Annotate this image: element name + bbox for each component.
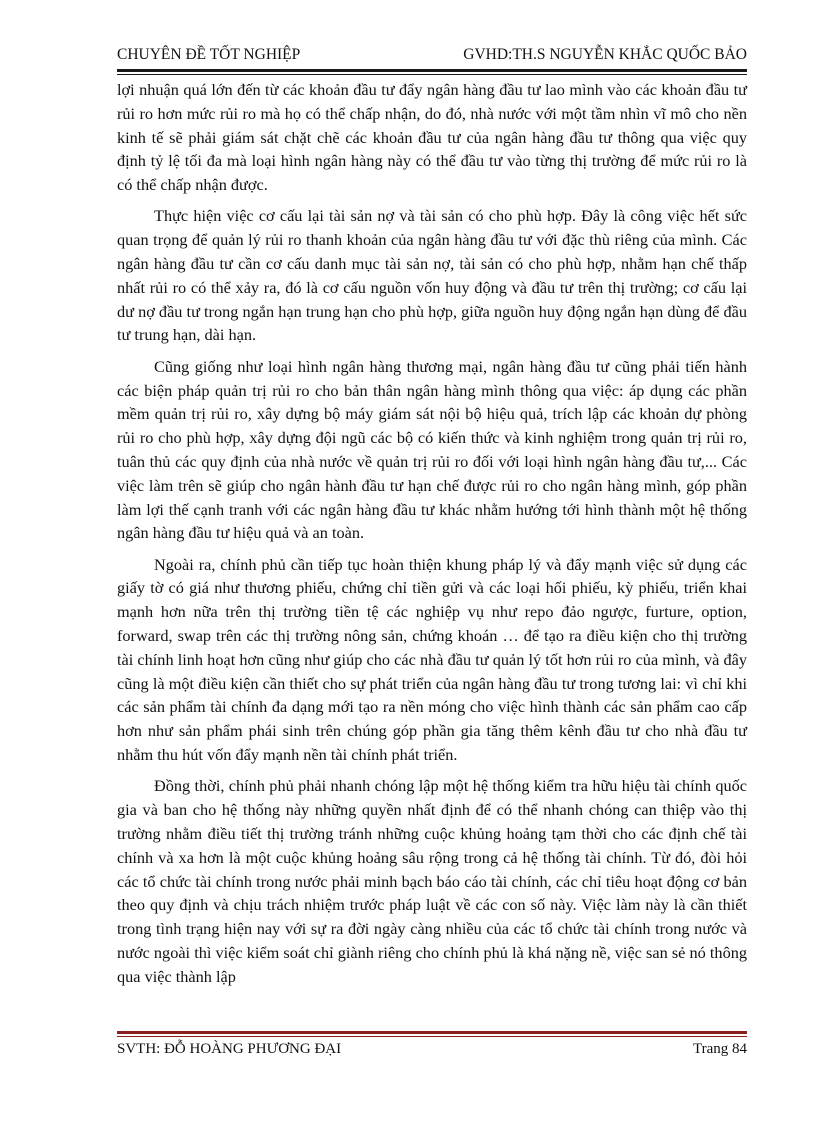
page-footer — [117, 1041, 747, 1063]
header-document-title: CHUYÊN ĐỀ TỐT NGHIỆP — [117, 46, 301, 63]
paragraph: Cũng giống như loại hình ngân hàng thương mại, ngân hàng đầu tư cũng phải tiến hành các biện pháp quản trị rủi ro cho bản thân ngân hàng mình thông qua việc: áp dụng các phần mềm quản trị rủi ro, xây dựng bộ máy giám sát nội bộ hiệu quả, trích lập các khoản dự phòng rủi ro cho phù hợp, xây dựng đội ngũ các bộ có kiến thức và kinh nghiệm trong quản trị rủi ro, tuân thủ các quy định của nhà nước về quản trị rủi ro đối với loại hình ngân hàng đầu tư,... Các việc làm trên sẽ giúp cho ngân hành đầu tư hạn chế được rủi ro cho ngân hàng mình, góp phần làm lợi thế cạnh tranh với các ngân hàng đầu tư khác nhằm hướng tới hình thành một hệ thống ngân hàng đầu tư hiệu quả và an toàn. — [117, 356, 747, 543]
paragraph: Thực hiện việc cơ cấu lại tài sản nợ và tài sản có cho phù hợp. Đây là công việc hết sức quan trọng để quản lý rủi ro thanh khoản của ngân hàng đầu tư với đặc thù riêng của mình. Các ngân hàng đầu tư cần cơ cấu danh mục tài sản nợ, tài sản có cho phù hợp, nhằm hạn chế thấp nhất rủi ro có thể xảy ra, đó là cơ cấu nguồn vốn huy động và đầu tư trên thị trường; cơ cấu lại dư nợ đầu tư trong ngắn hạn trung hạn cho phù hợp, giữa nguồn huy động ngắn hạn dùng để đầu tư trung hạn, dài hạn. — [117, 206, 747, 345]
header-supervisor: GVHD:TH.S NGUYỄN KHẮC QUỐC BẢO — [463, 46, 747, 63]
footer-student-name: SVTH: ĐỖ HOÀNG PHƯƠNG ĐẠI — [117, 1041, 342, 1057]
header-rule-thin — [117, 74, 747, 75]
footer-rule-thin — [117, 1036, 747, 1037]
body-text — [117, 78, 747, 996]
paragraph: Ngoài ra, chính phủ cần tiếp tục hoàn thiện khung pháp lý và đẩy mạnh việc sử dụng các giấy tờ có giá như thương phiếu, chứng chỉ tiền gửi và các loại hối phiếu, kỳ phiếu, triển khai mạnh hơn nữa trên thị trường tiền tệ các nghiệp vụ như repo đảo ngược, furture, option, forward, swap trên các thị trường nông sản, chứng khoán … để tạo ra điều kiện cho thị trường tài chính linh hoạt hơn cũng như giúp cho các nhà đầu tư quản lý tốt hơn rủi ro của mình, và đây cũng là một điều kiện cần thiết cho sự phát triển của ngân hàng đầu tư trong tương lai: vì chỉ khi các sản phẩm tài chính đa dạng mới tạo ra nền móng cho việc hình thành các sản phẩm cao cấp hơn như sản phẩm phái sinh trên chúng góp phần gia tăng thêm kênh đầu tư cho nhà đầu tư nhằm thu hút vốn đẩy mạnh nền tài chính phát triển. — [117, 554, 747, 765]
paragraph: Đồng thời, chính phủ phải nhanh chóng lập một hệ thống kiểm tra hữu hiệu tài chính quốc gia và ban cho hệ thống này những quyền nhất định để có thể nhanh chóng can thiệp vào thị trường nhằm điều tiết thị trường tránh những cuộc khủng hoảng tạm thời cho các định chế tài chính và xa hơn là một cuộc khủng hoảng sâu rộng trong cả hệ thống tài chính. Từ đó, đòi hỏi các tổ chức tài chính trong nước phải minh bạch báo cáo tài chính, các chỉ tiêu hoạt động cơ bản theo quy định và chịu trách nhiệm trước pháp luật về các con số này. Việc làm này là cần thiết trong tình trạng hiện nay với sự ra đời ngày càng nhiều của các tổ chức tài chính trong nước và nước ngoài thì việc kiểm soát chỉ giành riêng cho chính phủ là khá nặng nề, việc san sẻ nó thông qua việc thành lập — [117, 776, 747, 986]
page-number: Trang 84 — [692, 1041, 747, 1057]
footer-rule — [117, 1031, 747, 1034]
header-rule — [117, 69, 747, 72]
paragraph: lợi nhuận quá lớn đến từ các khoản đầu tư đẩy ngân hàng đầu tư lao mình vào các khoản đầu tư rủi ro hơn mức rủi ro mà họ có thể chấp nhận, do đó, nhà nước với một tầm nhìn vĩ mô cho nền kinh tế sẽ phải giám sát chặt chẽ các khoản đầu tư của ngân hàng đầu tư thông qua việc quy định tỷ lệ tối đa mà loại hình ngân hàng này có thể đầu tư vào từng thị trường để mức rủi ro là có thể chấp nhận được. — [117, 80, 747, 195]
page-header — [117, 46, 747, 68]
